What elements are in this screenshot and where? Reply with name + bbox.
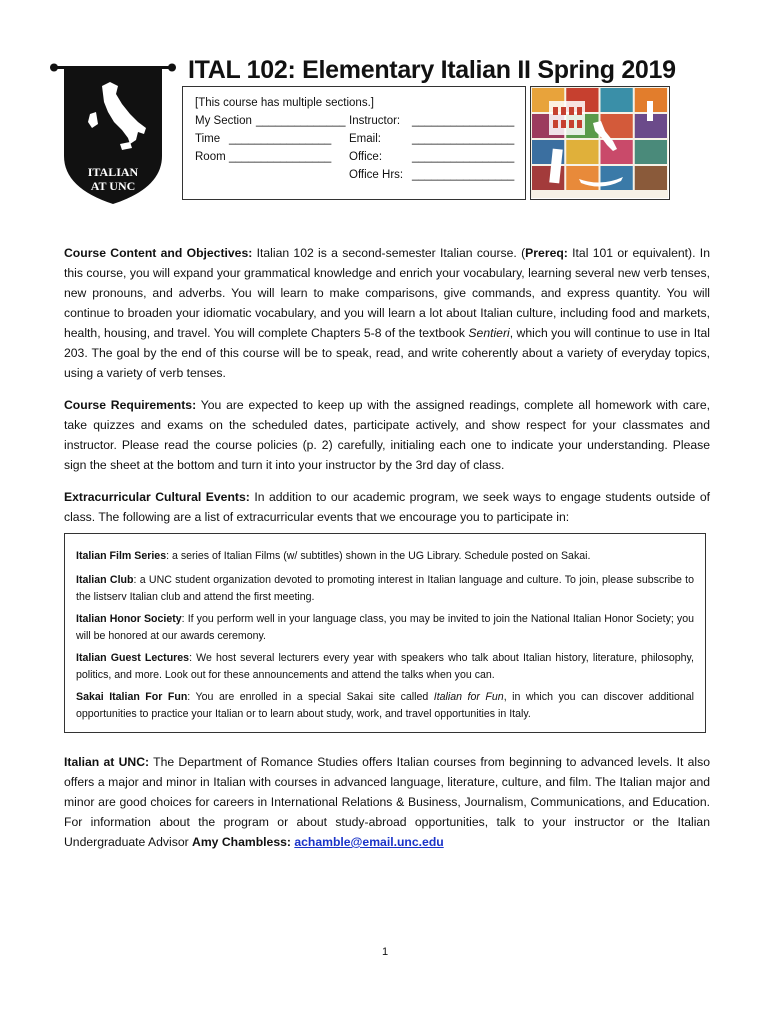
italian-culture-poster <box>530 86 670 200</box>
poster-tile <box>601 140 633 164</box>
event-sakai-italian-for-fun <box>76 689 694 723</box>
event-name: Italian Club <box>76 574 134 586</box>
event-description-1: : You are enrolled in a special Sakai site called <box>187 691 434 703</box>
course-content-text-2: Ital 101 or equivalent). In this course, you will expand your grammatical knowledge and enrich your vocabulary, learning several new verb tenses, new pronouns, and adverbs. You will learn to make comparisons, give commands, and express quantity. You will continue to broaden your idiomatic vocabulary, and you will learn a lot about Italian culture, including food and markets, health, housing, and travel. You will complete Chapters 5-8 of the textbook <box>64 246 710 340</box>
event-italian-club <box>76 572 694 606</box>
course-info-box <box>182 86 526 200</box>
italian-at-unc-heading: Italian at UNC: <box>64 755 150 769</box>
office-blank: ________________ <box>412 151 515 163</box>
extracurricular-paragraph <box>64 487 710 527</box>
page-number: 1 <box>381 946 389 958</box>
event-film-series <box>76 548 694 565</box>
course-content-text-1: Italian 102 is a second-semester Italian course. ( <box>252 246 526 260</box>
instructor-label: Instructor: <box>349 115 401 127</box>
textbook-title: Sentieri <box>468 326 510 340</box>
room-blank: ________________ <box>229 151 332 163</box>
poster-tile <box>601 88 633 112</box>
event-description: : We host several lecturers every year with speakers who talk about Italian history, literature, philosophy, politics, and more. Look out for these announcements and attend the talks when you can. <box>76 652 694 681</box>
course-content-text-3: , which you will continue to use in Ital 203. The goal by the end of this course will be to speak, read, and write coherently about a variety of everyday topics, using a variety of verb tenses. <box>64 326 710 380</box>
event-description: : If you perform well in your language class, you may be invited to join the National Italian Honor Society; you will be honored at our awards ceremony. <box>76 613 694 642</box>
italian-at-unc-logo <box>50 56 176 206</box>
instructor-blank: ________________ <box>412 115 515 127</box>
page-title: ITAL 102: Elementary Italian II Spring 2019 <box>188 56 676 84</box>
office-hours-label: Office Hrs: <box>349 169 404 181</box>
course-content-heading: Course Content and Objectives: <box>64 246 253 260</box>
time-label: Time <box>195 133 221 145</box>
prereq-label: Prereq: <box>525 246 568 260</box>
logo-line-1: ITALIAN <box>87 165 139 179</box>
course-requirements-paragraph <box>64 395 710 475</box>
poster-tile <box>566 166 598 190</box>
sections-note: [This course has multiple sections.] <box>195 97 374 109</box>
logo-line-2: AT UNC <box>90 179 136 193</box>
extracurricular-text: In addition to our academic program, we seek ways to engage students outside of class. The following are a list of extracurricular events that we encourage you to participate in: <box>64 490 710 524</box>
event-name: Sakai Italian For Fun <box>76 691 188 703</box>
event-description: : a UNC student organization devoted to promoting interest in Italian language and culture. To join, please subscribe to the listserv Italian club and attend the first meeting. <box>76 574 695 603</box>
event-honor-society <box>76 611 694 645</box>
event-name: Italian Honor Society <box>76 613 182 625</box>
event-description: : a series of Italian Films (w/ subtitles) shown in the UG Library. Schedule posted on Sakai. <box>166 550 591 562</box>
poster-illustration <box>531 87 668 198</box>
event-guest-lectures <box>76 650 694 684</box>
event-name: Italian Film Series <box>76 550 167 562</box>
email-blank: ________________ <box>412 133 515 145</box>
office-label: Office: <box>349 151 383 163</box>
course-content-paragraph <box>64 243 710 383</box>
time-blank: ________________ <box>229 133 332 145</box>
poster-tile <box>635 166 667 190</box>
email-label: Email: <box>349 133 381 145</box>
poster-tile <box>601 166 633 190</box>
extracurricular-heading: Extracurricular Cultural Events: <box>64 490 250 504</box>
italian-at-unc-paragraph <box>64 752 710 852</box>
course-requirements-text: You are expected to keep up with the assigned readings, complete all homework with care, take quizzes and exams on the scheduled dates, participate actively, and show respect for your classmates and instructor. Please read the course policies (p. 2) carefully, initialing each one to indicate your understanding. Please sign the sheet at the bottom and turn it into your instructor by the 3rd day of class. <box>64 398 710 472</box>
course-requirements-heading: Course Requirements: <box>64 398 197 412</box>
poster-tile <box>566 140 598 164</box>
events-box <box>64 533 706 733</box>
advisor-email-link[interactable]: achamble@email.unc.edu <box>294 835 444 849</box>
advisor-name: Amy Chambless: <box>192 835 291 849</box>
event-name: Italian Guest Lectures <box>76 652 190 664</box>
sakai-site-name: Italian for Fun <box>433 691 504 703</box>
poster-tile <box>635 140 667 164</box>
section-blank: ______________ <box>256 115 346 127</box>
office-hours-blank: ________________ <box>412 169 515 181</box>
italian-at-unc-text: The Department of Romance Studies offers Italian courses from beginning to advanced levels. It also offers a major and minor in Italian with courses in advanced language, literature, culture, and film. The Italian major and minor are good choices for careers in International Relations & Business, Journalism, Communications, and Education. For information about the program or about study-abroad opportunities, talk to your instructor or the Italian Undergraduate Advisor <box>64 755 710 849</box>
section-label: My Section <box>195 115 252 127</box>
event-description-2: , in which you can discover additional opportunities to practice your Italian or to learn about study, work, and travel opportunities in Italy. <box>76 691 694 720</box>
room-label: Room <box>195 151 226 163</box>
